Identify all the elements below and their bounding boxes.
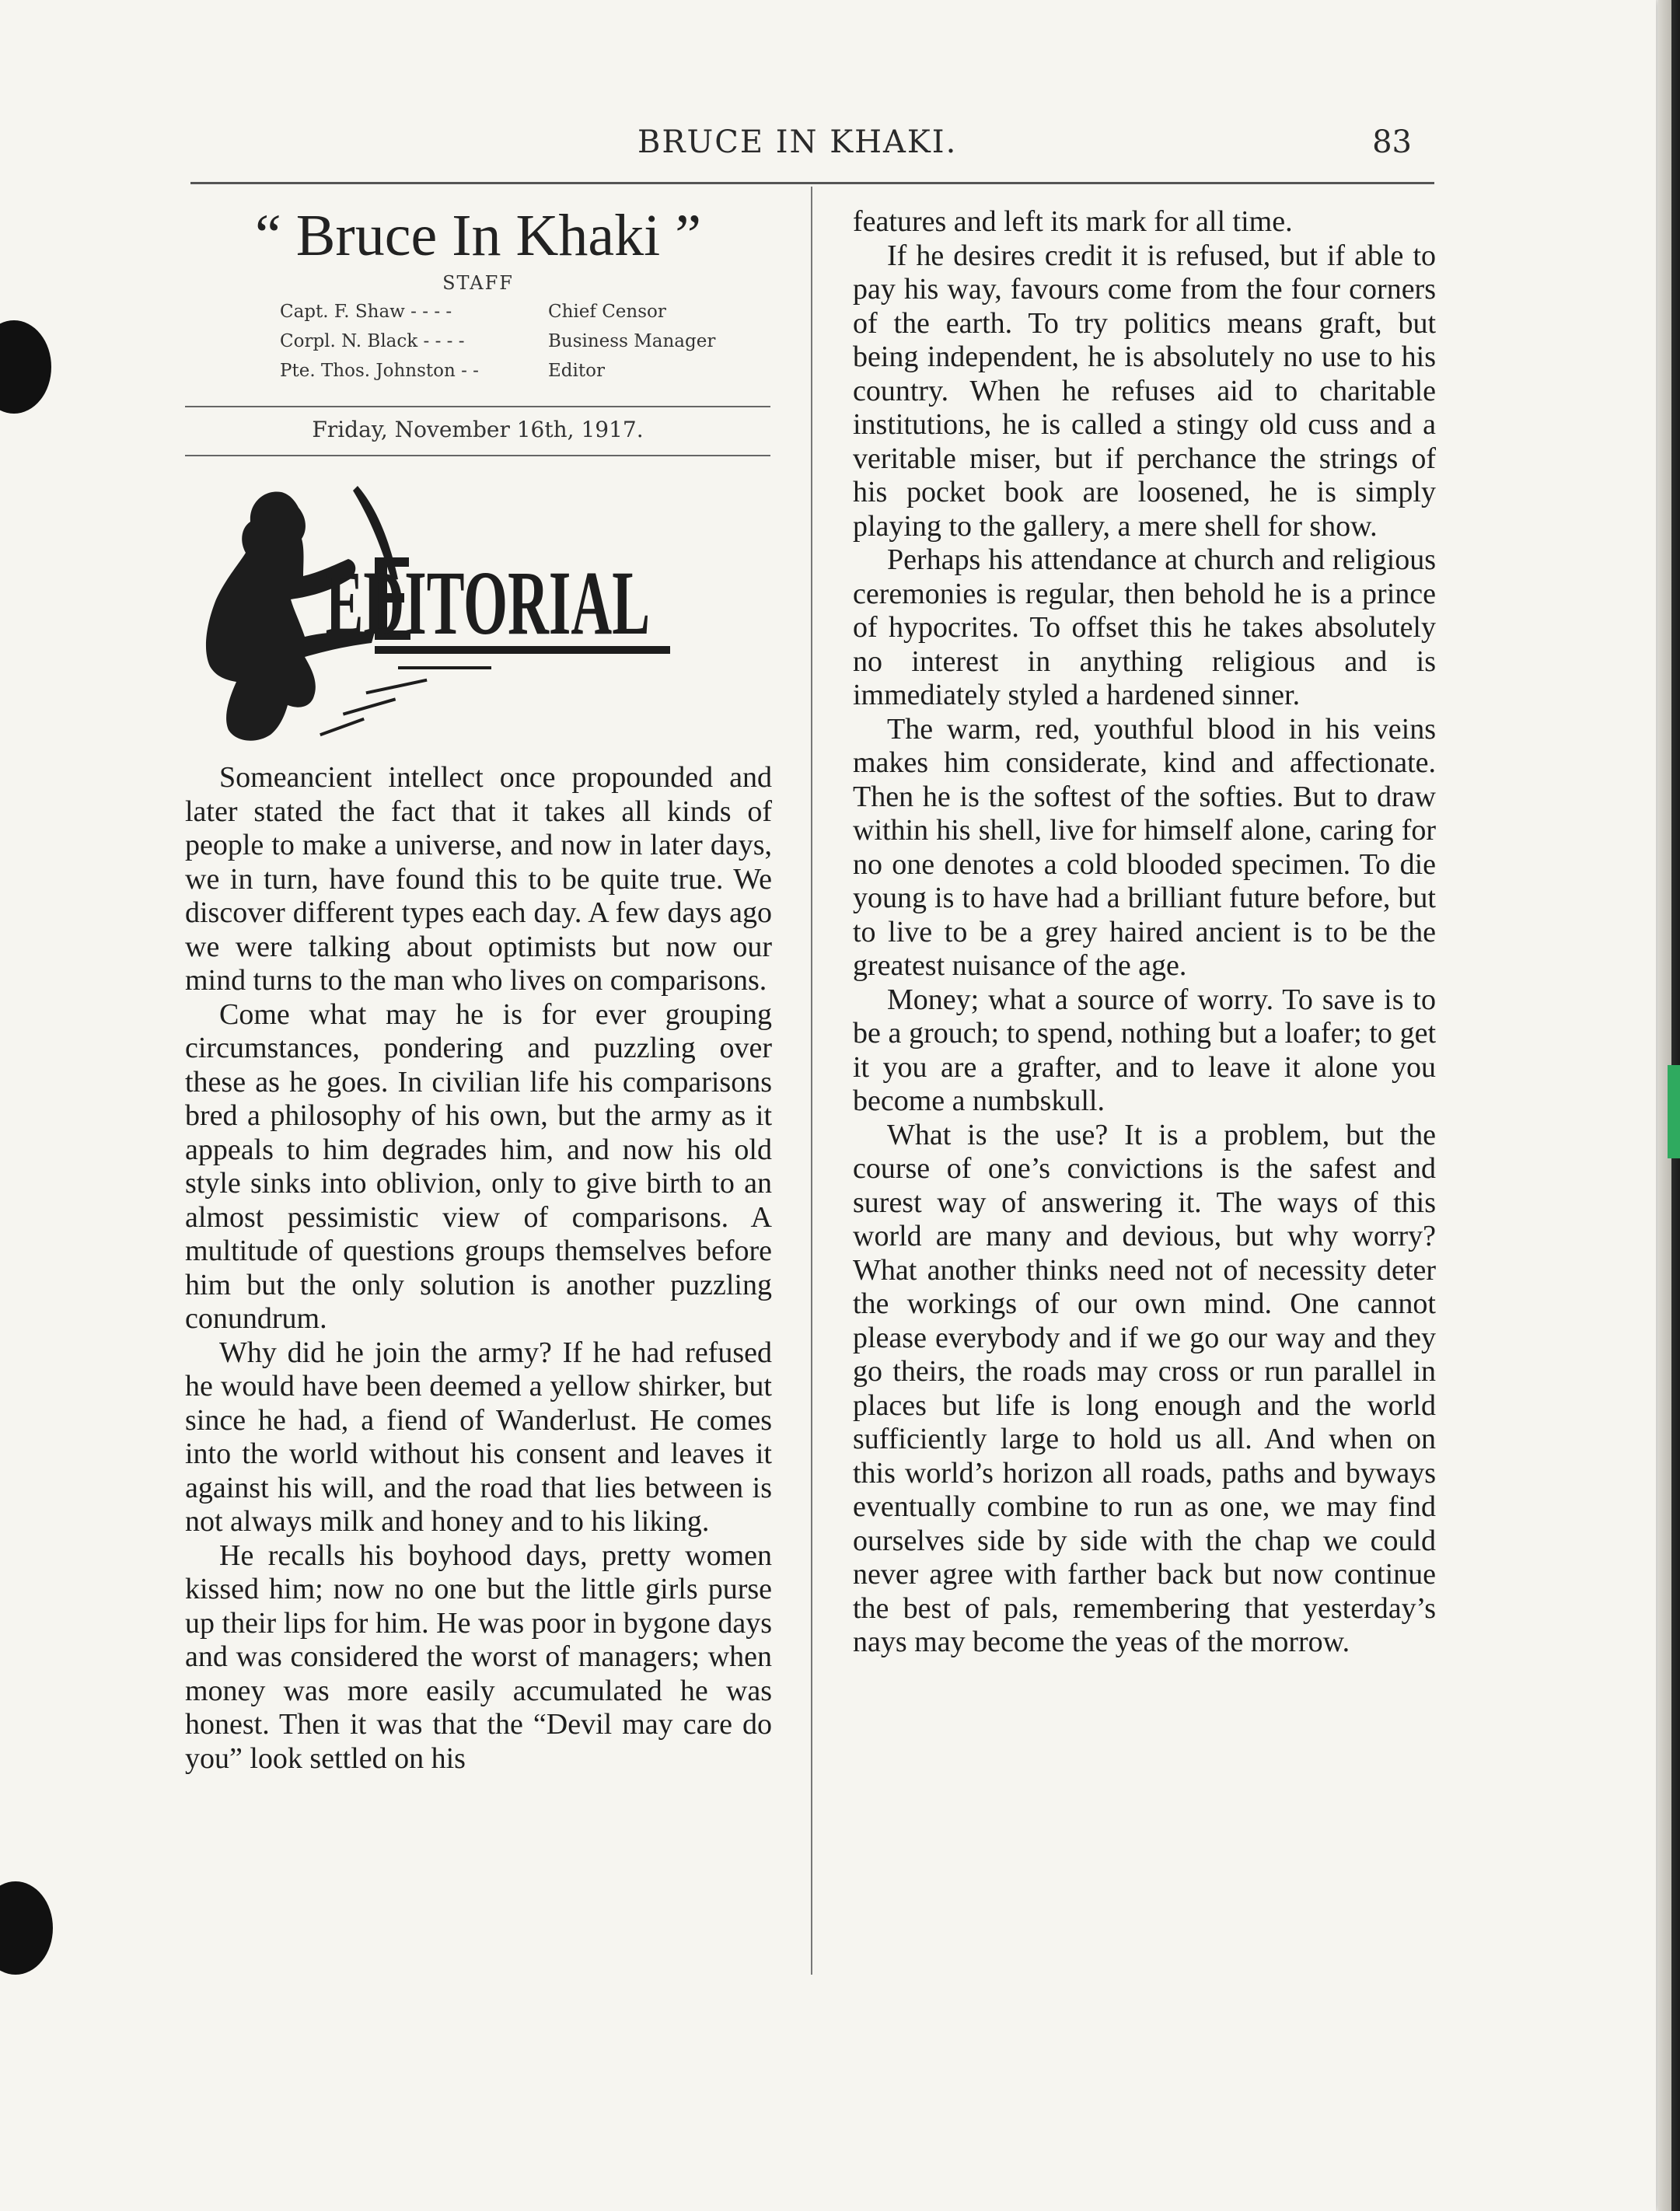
speed-line (343, 697, 396, 715)
column-divider (811, 187, 812, 1975)
staff-label: STAFF (442, 272, 514, 294)
masthead-rule-bottom (185, 455, 770, 456)
article-paragraph: Come what may he is for ever grouping circumstances, pondering and puzzling over these as he goes. In civilian life his comparisons bred a philosophy of his own, but the army as it appeals to him degrades him, and now his old style sinks into oblivion, only to give birth to an almost pessimistic view of comparisons. A multitude of questions groups themselves before him but the only solution is another puzzling conundrum. (185, 997, 772, 1335)
article-paragraph: He recalls his boyhood days, pretty women kissed him; now no one but the little girls purse up their lips for him. He was poor in bygone days and was considered the worst of managers; when money was more easily accumulated he was honest. Then it was that the “Devil may care do you” look settled on his (185, 1539, 772, 1775)
masthead-rule-top (185, 406, 770, 407)
staff-role: Chief Censor (548, 302, 666, 322)
masthead-title: “ Bruce In Khaki ” (255, 203, 701, 268)
speed-line (320, 718, 365, 736)
speed-line (365, 679, 427, 695)
article-paragraph: What is the use? It is a problem, but the course of one’s convictions is the safest and surest way of answering it. The ways of this world are many and devious, but why worry? What another thinks need not of necessity deter the workings of our own mind. One cannot please everybody and if we go our way and they go theirs, the roads may cross or run parallel in places but life is long enough and the world sufficiently large to hold us all. And when on this world’s horizon all roads, paths and byways eventually combine to run as one, we may find ourselves side by side with the chap we could never agree with farther back but now continue the best of pals, remembering that yesterday’s nays may become the yeas of the morrow. (853, 1118, 1436, 1658)
staff-name: Corpl. N. Black - - - - (280, 331, 465, 351)
editorial-illustration (194, 463, 754, 750)
issue-date: Friday, November 16th, 1917. (312, 417, 644, 442)
staff-row (280, 331, 762, 359)
article-paragraph: Someancient intellect once propounded and later stated the fact that it takes all kinds of people to make a universe, and now in later days, we in turn, have found this to be quite true. We discover different types each day. A few days ago we were talking about optimists but now our mind turns to the man who lives on comparisons. (185, 761, 772, 997)
staff-role: Editor (548, 361, 605, 381)
article-paragraph: The warm, red, youthful blood in his veins makes him considerate, kind and affectionate. Then he is the softest of the softies. But to draw within his shell, live for himself alone, caring for no one denotes a cold blooded specimen. To die young is to have had a brilliant future before, but to live to be a grey haired ancient is to be the greatest nuisance of the age. (853, 712, 1436, 982)
speed-line (398, 666, 491, 669)
tab-marker (1668, 1065, 1680, 1158)
article-continuation: features and left its mark for all time. (853, 205, 1293, 238)
article-paragraph: If he desires credit it is refused, but if able to pay his way, favours come from the four corners of the earth. To try politics means graft, but being independent, he is absolutely no use to his country. When he refuses aid to charitable institutions, he is called a stingy old cuss and a veritable miser, but if perchance the strings of his pocket book are loosened, he is simply playing to the gallery, a mere shell for show. (853, 239, 1436, 543)
staff-name: Pte. Thos. Johnston - - (280, 361, 479, 381)
article-paragraph: Perhaps his attendance at church and religious ceremonies is regular, then behold he is a prince of hypocrites. To offset this he takes absolutely no interest in anything religious and is immediately styled a hardened sinner. (853, 543, 1436, 711)
header-rule (190, 182, 1434, 184)
staff-role: Business Manager (548, 331, 716, 351)
article-paragraph: Why did he join the army? If he had refused he would have been deemed a yellow shirker, but since he had, a fiend of Wanderlust. He comes into the world without his consent and leaves it against his will, and the road that lies between is not always milk and honey and to his liking. (185, 1336, 772, 1538)
running-title: BRUCE IN KHAKI. (637, 124, 958, 160)
article-column-right (853, 205, 1436, 1660)
page-number: 83 (1372, 124, 1412, 160)
staff-row (280, 361, 762, 389)
punch-hole-top (0, 320, 51, 414)
editorial-heading: EDITORIAL (325, 553, 650, 655)
article-paragraph: Money; what a source of worry. To save is to be a grouch; to spend, nothing but a loafer; to get it you are a grafter, and to leave it alone you become a numbskull. (853, 983, 1436, 1117)
running-head (187, 124, 1435, 174)
article-column-left (185, 761, 772, 1776)
staff-row (280, 302, 762, 330)
punch-hole-bottom (0, 1881, 53, 1975)
staff-name: Capt. F. Shaw - - - - (280, 302, 452, 322)
